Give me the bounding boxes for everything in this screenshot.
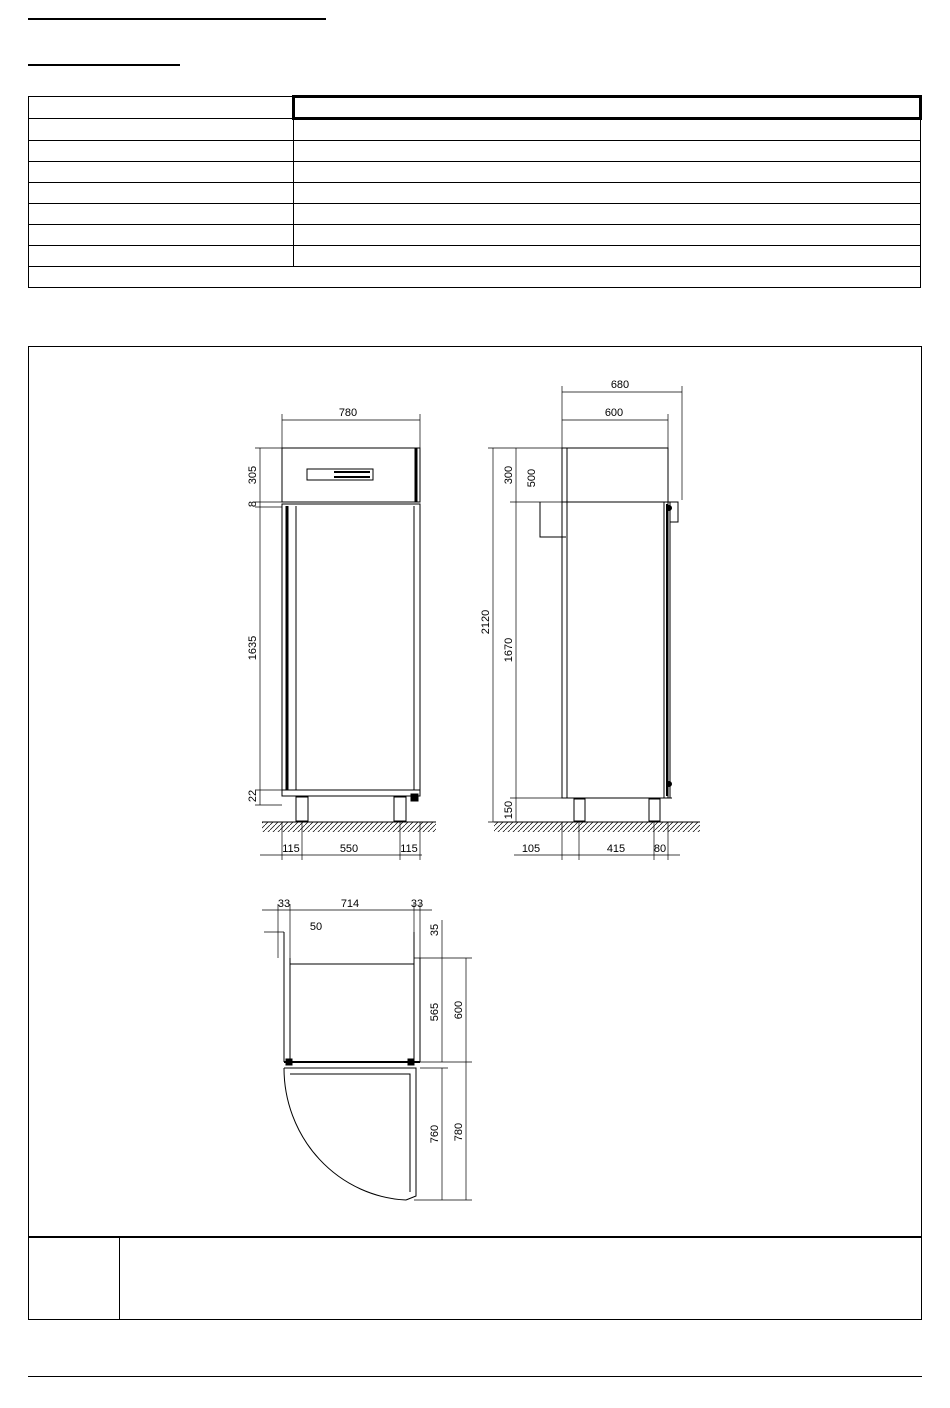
dim-side-leg-height: 150 [503, 800, 515, 820]
dim-plan-body-depth-inner: 565 [429, 1002, 441, 1022]
dim-front-gap: 8 [247, 500, 259, 508]
front-view [262, 448, 436, 832]
plan-hinge-left [286, 1059, 292, 1065]
side-hinge-top [667, 506, 672, 511]
dim-front-foot-gap: 22 [247, 789, 259, 803]
side-leg-front [649, 799, 660, 821]
dim-front-panel-height: 305 [247, 465, 259, 485]
dim-plan-back-clearance: 35 [429, 923, 441, 937]
dim-front-leg-span: 550 [339, 843, 359, 855]
door-swing-arc [284, 1068, 406, 1200]
front-top-panel [282, 448, 420, 502]
side-body [562, 448, 668, 798]
dim-plan-wall-gap: 50 [309, 921, 323, 933]
dim-front-leg-right: 115 [400, 843, 418, 855]
dim-plan-door-swing: 780 [453, 1122, 465, 1142]
dim-side-offset-right: 80 [653, 843, 667, 855]
door-bottom-strip [282, 790, 420, 796]
dim-plan-inner-width: 714 [340, 898, 360, 910]
dim-front-width: 780 [338, 407, 358, 419]
dim-plan-left-margin: 33 [277, 898, 291, 910]
dim-side-door-height: 1670 [503, 637, 515, 663]
plan-open-door-inner [290, 1074, 410, 1192]
plan-dimensions [262, 904, 472, 1200]
side-hinge-bottom [667, 782, 672, 787]
front-leg-right [394, 797, 406, 821]
dim-side-leg-span: 415 [606, 843, 626, 855]
front-dimensions [255, 414, 422, 860]
dim-side-total-height: 2120 [480, 609, 492, 635]
dim-side-top-height: 300 [503, 465, 515, 485]
dim-plan-door-swing-inner: 760 [429, 1124, 441, 1144]
front-leg-left [296, 797, 308, 821]
dim-side-body-depth: 600 [604, 407, 624, 419]
dim-front-door-height: 1635 [247, 635, 259, 661]
dim-side-offset-left: 105 [521, 843, 541, 855]
side-dimensions [488, 386, 682, 860]
plan-hinge-right [408, 1059, 414, 1065]
control-display [307, 469, 373, 480]
dim-side-door-clearance: 500 [526, 468, 538, 488]
dim-plan-right-margin: 33 [410, 898, 424, 910]
dim-plan-body-depth: 600 [453, 1000, 465, 1020]
front-foot-block [411, 794, 418, 801]
front-door [282, 504, 420, 796]
plan-open-door [284, 1068, 416, 1200]
dim-front-leg-left: 115 [282, 843, 300, 855]
plan-view [284, 932, 420, 1200]
side-handle [670, 502, 678, 522]
dim-side-overall-depth: 680 [610, 379, 630, 391]
side-leg-back [574, 799, 585, 821]
side-floor-hatch [494, 822, 700, 832]
side-view [494, 448, 700, 832]
front-floor-hatch [262, 822, 436, 832]
